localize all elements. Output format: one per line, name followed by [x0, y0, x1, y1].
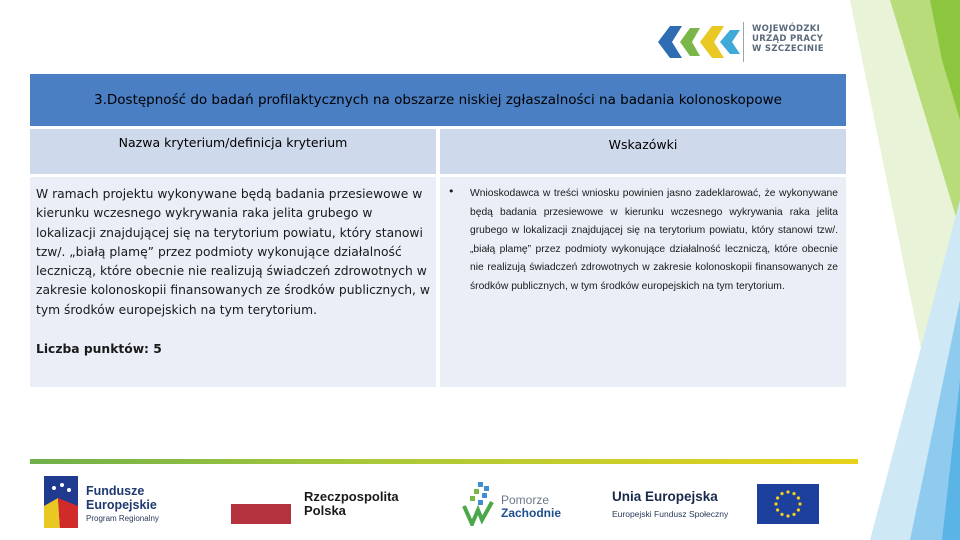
decorative-side-shapes: [850, 0, 960, 540]
criterion-text: W ramach projektu wykonywane będą badania przesiewowe w kierunku wczesnego wykrywania raka jelita grubego w lokalizacji znajdującej się na terytorium powiatu, który stanowi tzw/. „białą plamę” przez podmioty wykonujące działalność leczniczą, które obecnie nie realizują świadczeń zdrowotnych w zakresie kolonoskopii finansowanych ze środków publicznych, w tym środków europejskich na tym terytorium.: [36, 187, 430, 317]
bullet-icon: •: [448, 185, 455, 198]
pomorze-zachodnie-logo-icon: [462, 480, 496, 526]
institution-name: WOJEWÓDZKI URZĄD PRACY W SZCZECINIE: [752, 24, 824, 54]
table-row: [30, 177, 846, 387]
points-label: Liczba punktów: 5: [36, 342, 162, 357]
criteria-table: [30, 129, 846, 387]
fe-logo-text: Fundusze Europejskie Program Regionalny: [86, 484, 159, 523]
criterion-cell: [30, 177, 436, 387]
table-header-row: [30, 129, 846, 174]
hint-cell: [440, 177, 846, 387]
hint-text: Wnioskodawca w treści wniosku powinien jasno zadeklarować, że wykonywane będą badania przesiewowe w kierunku wczesnego wykrywania raka jelita grubego w lokalizacji znajdującej się na terytorium powiatu, który stanowi tzw/. „białą plamę” przez podmioty wykonujące działalność leczniczą, które obecnie nie realizują świadczeń zdrowotnych w zakresie kolonoskopii finansowanych ze środków publicznych, w tym środków europejskich na tym terytorium.: [470, 188, 838, 292]
pl-logo-text: Rzeczpospolita Polska: [304, 489, 399, 518]
poland-flag-icon: [231, 484, 291, 524]
footer-divider-line: [30, 459, 858, 464]
col1-header: Nazwa kryterium/definicja kryterium: [30, 129, 436, 174]
logo-divider: [743, 22, 744, 62]
col2-header: Wskazówki: [440, 129, 846, 174]
slide-title: 3.Dostępność do badań profilaktycznych na obszarze niskiej zgłaszalności na badania kolonoskopowe: [30, 74, 846, 126]
pz-logo-text: Pomorze Zachodnie: [501, 493, 562, 520]
ue-logo-text: Unia Europejska Europejski Fundusz Społeczny: [612, 489, 729, 519]
eu-flag-icon: [757, 484, 819, 524]
fe-flag-icon: [44, 476, 78, 528]
